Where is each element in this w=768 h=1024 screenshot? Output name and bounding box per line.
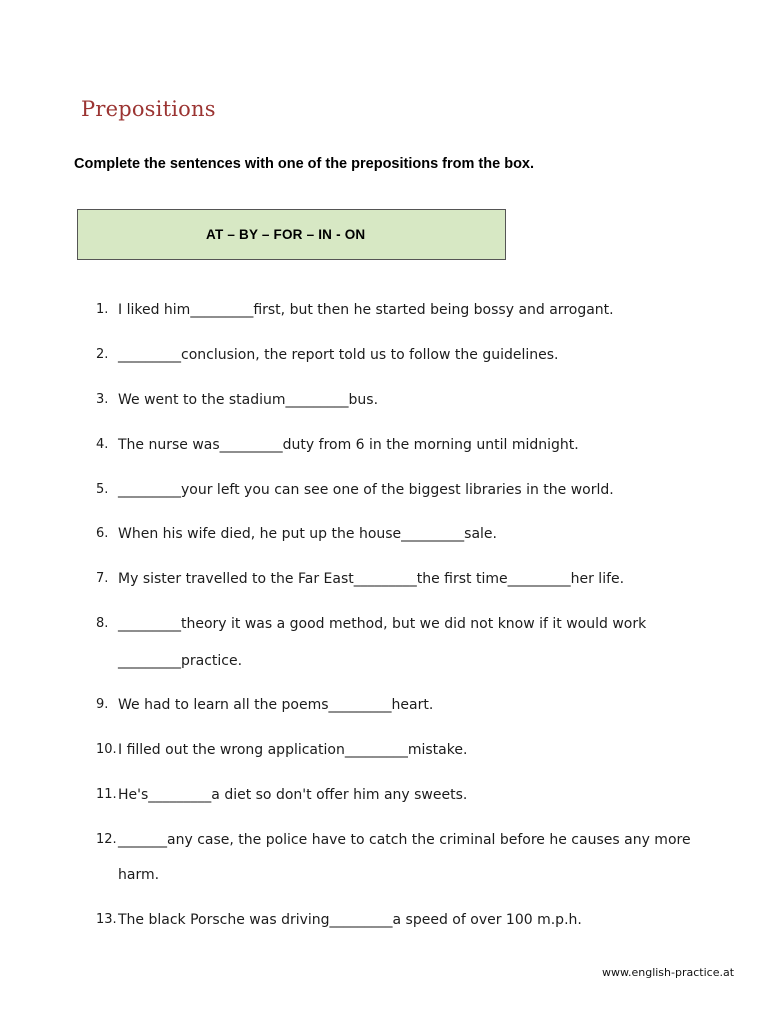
item-number: 5.: [96, 482, 109, 497]
item-sentence: _________conclusion, the report told us to follow the guidelines.: [118, 347, 559, 363]
word-box-prepositions: AT – BY – FOR – IN - ON: [206, 227, 366, 242]
item-number: 9.: [96, 697, 109, 712]
footer-url: www.english-practice.at: [602, 966, 735, 979]
item-sentence: I filled out the wrong application_________mistake.: [118, 742, 468, 758]
item-sentence: My sister travelled to the Far East_________the first time_________her life.: [118, 571, 625, 587]
item-sentence: I liked him_________first, but then he started being bossy and arrogant.: [118, 302, 614, 318]
item-sentence: _________your left you can see one of the biggest libraries in the world.: [118, 482, 614, 498]
item-sentence: When his wife died, he put up the house_________sale.: [118, 526, 497, 542]
item-number: 8.: [96, 616, 109, 631]
item-number: 12.: [96, 832, 117, 847]
item-sentence: The black Porsche was driving_________a speed of over 100 m.p.h.: [118, 912, 582, 928]
item-number: 6.: [96, 526, 109, 541]
item-number: 10.: [96, 742, 117, 757]
item-sentence: _______any case, the police have to catch the criminal before he causes any more: [118, 832, 691, 848]
item-number: 7.: [96, 571, 109, 586]
item-number: 13.: [96, 912, 117, 927]
item-sentence-continuation: _________practice.: [118, 653, 243, 669]
item-number: 3.: [96, 392, 109, 407]
word-box: [77, 209, 506, 260]
item-number: 1.: [96, 302, 109, 317]
instruction-text: Complete the sentences with one of the prepositions from the box.: [74, 156, 535, 172]
item-number: 4.: [96, 437, 109, 452]
item-sentence-continuation: harm.: [118, 867, 160, 883]
item-number: 11.: [96, 787, 117, 802]
item-sentence: The nurse was_________duty from 6 in the morning until midnight.: [118, 437, 579, 453]
item-number: 2.: [96, 347, 109, 362]
item-sentence: _________theory it was a good method, but we did not know if it would work: [118, 616, 647, 632]
item-sentence: We went to the stadium_________bus.: [118, 392, 379, 408]
item-sentence: We had to learn all the poems_________heart.: [118, 697, 434, 713]
item-sentence: He's_________a diet so don't offer him any sweets.: [118, 787, 468, 803]
page-title: Prepositions: [81, 97, 216, 121]
